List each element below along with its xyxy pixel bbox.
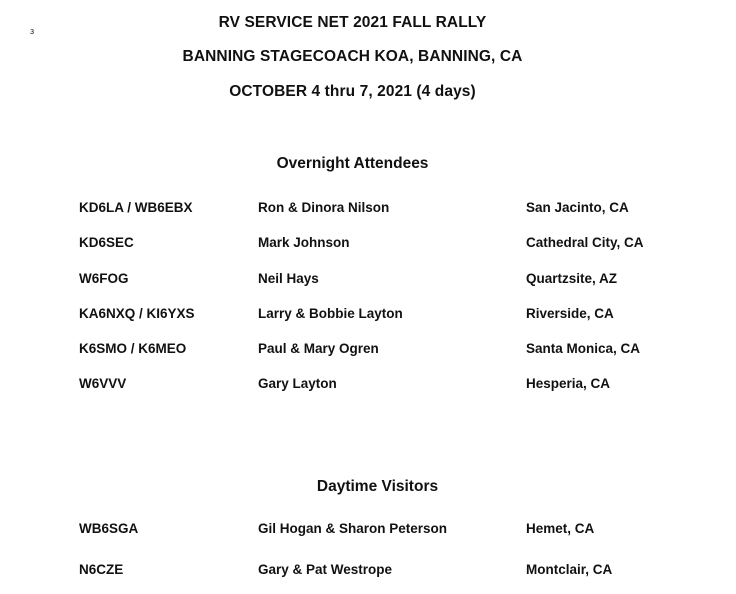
overnight-section-title: Overnight Attendees	[276, 155, 429, 172]
visitor-location: Montclair, CA	[526, 562, 613, 577]
attendee-row	[0, 271, 736, 291]
callsign: WB6SGA	[79, 521, 139, 536]
rally-title: RV SERVICE NET 2021 FALL RALLY	[218, 14, 487, 31]
callsign: KD6LA / WB6EBX	[79, 200, 193, 215]
callsign: K6SMO / K6MEO	[79, 341, 187, 356]
visitor-row	[0, 521, 736, 541]
callsign: KD6SEC	[79, 235, 134, 250]
visitor-row	[0, 562, 736, 582]
visitor-name: Gary & Pat Westrope	[258, 562, 393, 577]
attendee-location: Hesperia, CA	[526, 376, 611, 391]
attendee-name: Paul & Mary Ogren	[258, 341, 379, 356]
attendee-row	[0, 235, 736, 255]
callsign: N6CZE	[79, 562, 124, 577]
attendee-name: Ron & Dinora Nilson	[258, 200, 390, 215]
callsign: W6VVV	[79, 376, 127, 391]
attendee-location: San Jacinto, CA	[526, 200, 629, 215]
rally-location: BANNING STAGECOACH KOA, BANNING, CA	[182, 48, 523, 65]
callsign: KA6NXQ / KI6YXS	[79, 306, 195, 321]
rally-dates: OCTOBER 4 thru 7, 2021 (4 days)	[229, 83, 476, 100]
attendee-name: Mark Johnson	[258, 235, 350, 250]
daytime-section-title: Daytime Visitors	[316, 478, 439, 495]
attendee-name: Gary Layton	[258, 376, 337, 391]
attendee-location: Santa Monica, CA	[526, 341, 641, 356]
visitor-location: Hemet, CA	[526, 521, 595, 536]
attendee-row	[0, 341, 736, 361]
attendee-location: Riverside, CA	[526, 306, 614, 321]
attendee-name: Larry & Bobbie Layton	[258, 306, 403, 321]
callsign: W6FOG	[79, 271, 129, 286]
attendee-location: Cathedral City, CA	[526, 235, 644, 250]
attendee-row	[0, 200, 736, 220]
attendee-location: Quartzsite, AZ	[526, 271, 618, 286]
visitor-name: Gil Hogan & Sharon Peterson	[258, 521, 448, 536]
attendee-row	[0, 306, 736, 326]
attendee-name: Neil Hays	[258, 271, 319, 286]
stray-mark: з	[30, 26, 35, 36]
attendee-row	[0, 376, 736, 396]
